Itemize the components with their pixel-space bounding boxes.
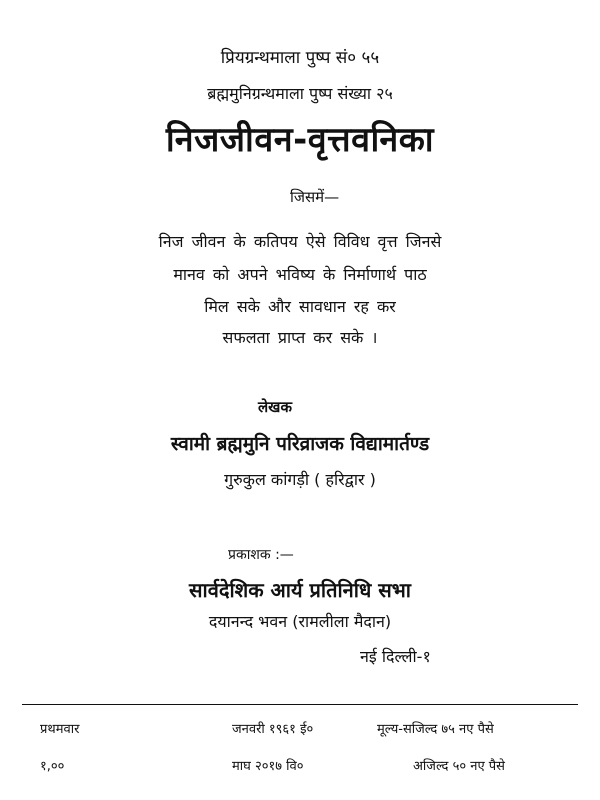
author-place: गुरुकुल कांगड़ी ( हरिद्वार ) [224,470,376,489]
publisher-label: प्रकाशक :— [228,547,294,563]
copies-count: १,०० [40,759,65,774]
date-gregorian: जनवरी १९६१ ई० [232,722,314,737]
edition: प्रथमवार [40,722,80,737]
footer-divider [22,704,578,705]
book-title: निजजीवन-वृत्तवनिका [165,120,435,160]
author-label: लेखक [258,398,292,416]
series-line-1: प्रियग्रन्थमाला पुष्प सं० ५५ [220,48,380,68]
date-vikram: माघ २०१७ वि० [232,759,304,774]
price-unbound: अजिल्द ५० नए पैसे [413,759,505,774]
description-line-3: मिल सके और सावधान रह कर [204,297,396,316]
subtitle-intro: जिसमें— [290,188,340,206]
price-bound: मूल्य-सजिल्द ७५ नए पैसे [377,722,494,737]
publisher-address: दयानन्द भवन (रामलीला मैदान) [208,612,392,631]
description-line-4: सफलता प्राप्त कर सके । [222,328,378,347]
description-line-1: निज जीवन के कतिपय ऐसे विविध वृत्त जिनसे [158,232,442,251]
description-line-2: मानव को अपने भविष्य के निर्माणार्थ पाठ [173,265,427,284]
publisher-city: नई दिल्ली-१ [360,647,431,666]
series-line-2: ब्रह्ममुनिग्रन्थमाला पुष्प संख्या २५ [207,84,393,103]
publisher-name: सार्वदेशिक आर्य प्रतिनिधि सभा [189,578,411,602]
author-name: स्वामी ब्रह्ममुनि परिव्राजक विद्यामार्तण्ड [170,433,430,455]
